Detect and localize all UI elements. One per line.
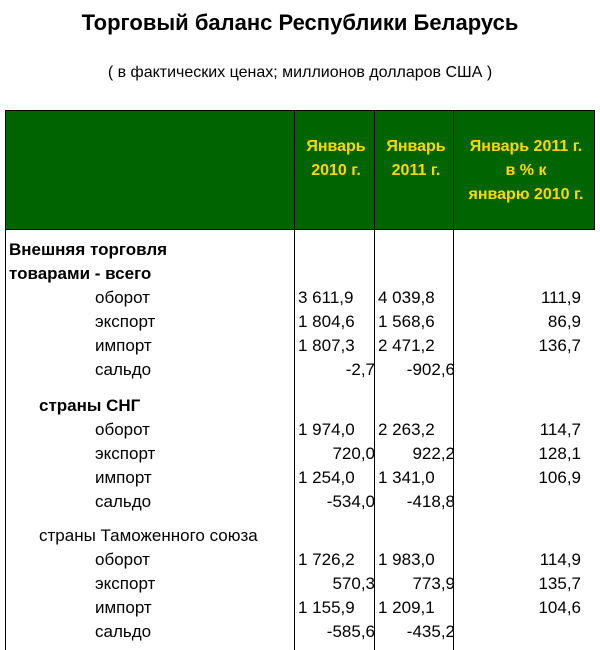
value-jan-2010: -585,6	[326, 622, 375, 641]
value-jan-2010: -2,7	[345, 360, 375, 379]
table-row	[5, 596, 595, 620]
table-row	[5, 310, 595, 334]
row-label: сальдо	[95, 622, 152, 641]
row-label: импорт	[95, 598, 152, 617]
value-jan-2010: -534,0	[326, 492, 375, 511]
value-jan-2011: 1 209,1	[378, 598, 435, 617]
trade-balance-table	[5, 110, 595, 650]
row-label: сальдо	[95, 492, 152, 511]
table-row	[5, 286, 595, 310]
value-jan-2010: 570,3	[332, 574, 375, 593]
header-jan-2011: Январь 2011 г.	[386, 138, 446, 179]
value-jan-2011: 1 983,0	[378, 550, 435, 569]
value-percent: 128,1	[538, 444, 581, 463]
row-label: оборот	[95, 288, 150, 307]
row-label: сальдо	[95, 360, 152, 379]
value-percent: 136,7	[538, 336, 581, 355]
row-label: экспорт	[95, 444, 156, 463]
header-jan-2010: Январь 2010 г.	[306, 138, 366, 179]
value-jan-2011: 2 471,2	[378, 336, 435, 355]
row-label: экспорт	[95, 312, 156, 331]
value-jan-2010: 3 611,9	[298, 288, 354, 307]
value-jan-2011: 1 341,0	[378, 468, 435, 487]
value-percent: 106,9	[538, 468, 581, 487]
value-jan-2010: 1 807,3	[298, 336, 355, 355]
value-jan-2011: -418,8	[406, 492, 455, 511]
section-title-row	[5, 394, 595, 418]
value-jan-2010: 1 254,0	[298, 468, 355, 487]
value-jan-2011: -902,6	[406, 360, 455, 379]
table-row	[5, 334, 595, 358]
value-jan-2011: 1 568,6	[378, 312, 435, 331]
row-label: импорт	[95, 336, 152, 355]
table-row	[5, 418, 595, 442]
table-row	[5, 572, 595, 596]
section-title-row	[5, 524, 595, 548]
value-jan-2010: 1 974,0	[298, 420, 355, 439]
row-label: оборот	[95, 420, 150, 439]
table-header	[5, 110, 595, 230]
row-label: оборот	[95, 550, 150, 569]
row-label: экспорт	[95, 574, 156, 593]
header-percent: Январь 2011 г. в % к январю 2010 г.	[468, 138, 584, 203]
table-row	[5, 358, 595, 382]
value-jan-2011: 4 039,8	[378, 288, 435, 307]
table-row	[5, 620, 595, 644]
table-row	[5, 548, 595, 572]
value-jan-2010: 720,0	[332, 444, 375, 463]
table-row	[5, 442, 595, 466]
section-title-cis: страны СНГ	[39, 396, 141, 415]
section-title-customs-union: страны Таможенного союза	[39, 526, 258, 545]
value-percent: 114,9	[539, 550, 581, 569]
value-jan-2010: 1 804,6	[298, 312, 355, 331]
value-jan-2011: -435,2	[406, 622, 455, 641]
value-jan-2011: 773,9	[412, 574, 455, 593]
value-percent: 104,6	[538, 598, 581, 617]
page-title: Торговый баланс Республики Беларусь	[81, 10, 519, 35]
value-percent: 111,9	[540, 288, 581, 307]
value-percent: 114,7	[539, 420, 581, 439]
value-percent: 135,7	[538, 574, 581, 593]
section-title-row	[5, 238, 595, 262]
table-row	[5, 466, 595, 490]
value-jan-2011: 2 263,2	[378, 420, 435, 439]
value-jan-2011: 922,2	[412, 444, 455, 463]
value-jan-2010: 1 726,2	[298, 550, 355, 569]
section-title-row	[5, 262, 595, 286]
row-label: импорт	[95, 468, 152, 487]
section-title-total: Внешняя торговля	[9, 240, 168, 259]
value-jan-2010: 1 155,9	[298, 598, 355, 617]
value-percent: 86,9	[547, 312, 581, 331]
table-row	[5, 490, 595, 514]
section-title-total-line2: товарами - всего	[9, 264, 152, 283]
page-subtitle: ( в фактических ценах; миллионов долларов США )	[107, 64, 493, 81]
